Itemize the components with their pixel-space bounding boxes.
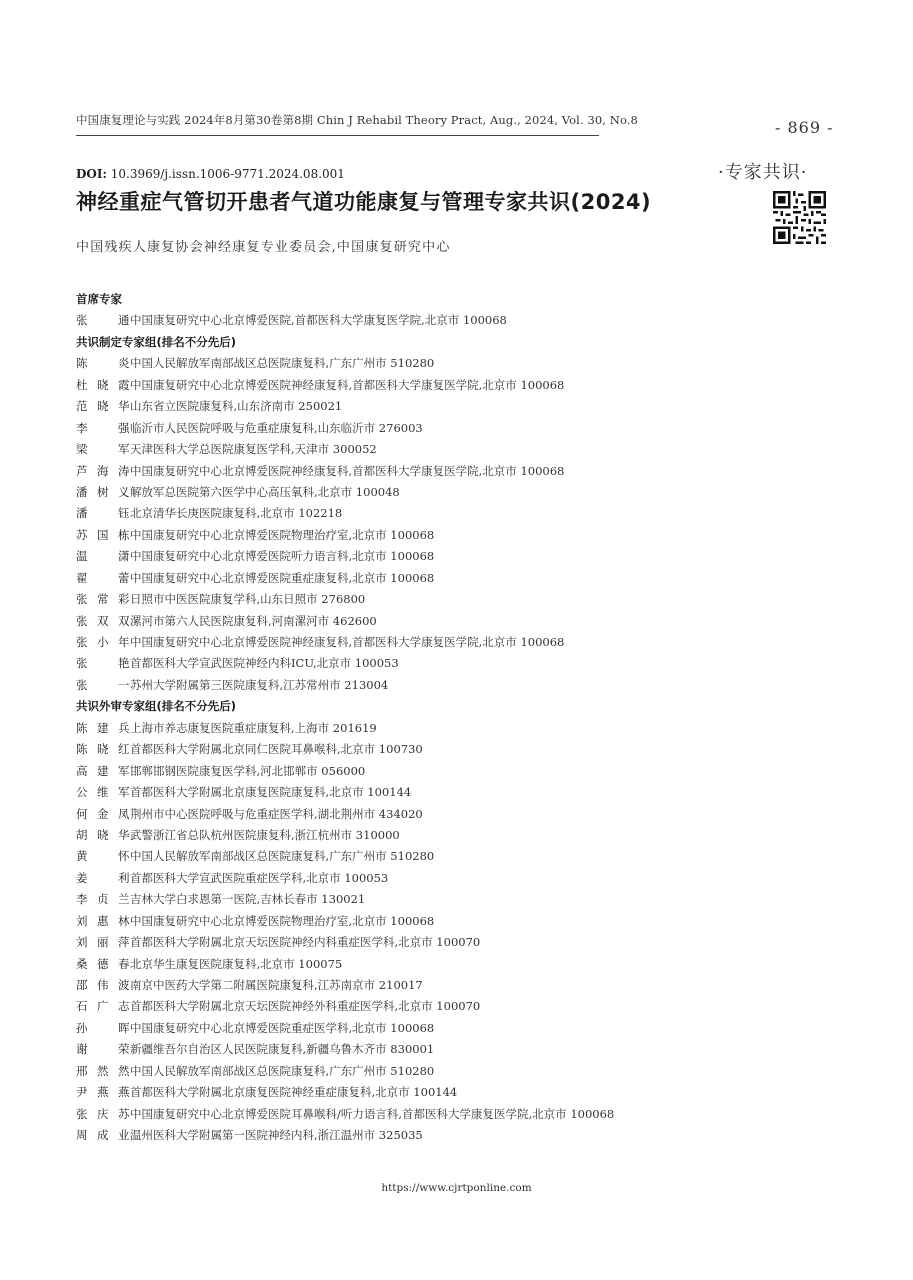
expert-name: 高建军 — [76, 763, 130, 778]
expert-row — [76, 954, 836, 975]
expert-affiliation: 中国康复研究中心北京博爱医院物理治疗室,北京市 100068 — [130, 913, 435, 928]
expert-affiliation: 临沂市人民医院呼吸与危重症康复科,山东临沂市 276003 — [130, 420, 423, 435]
doi-line — [76, 167, 345, 181]
expert-row — [76, 1061, 836, 1082]
expert-row — [76, 653, 836, 674]
expert-row — [76, 911, 836, 932]
section-tag: ·专家共识· — [718, 162, 808, 183]
expert-affiliation: 解放军总医院第六医学中心高压氧科,北京市 100048 — [130, 484, 400, 499]
doi-value[interactable]: 10.3969/j.issn.1006-9771.2024.08.001 — [110, 167, 345, 181]
expert-row — [76, 718, 836, 739]
expert-row — [76, 739, 836, 760]
expert-row — [76, 396, 836, 417]
expert-row — [76, 525, 836, 546]
expert-name: 周成业 — [76, 1128, 130, 1143]
expert-affiliation: 中国康复研究中心北京博爱医院,首都医科大学康复医学院,北京市 100068 — [130, 313, 507, 328]
expert-row — [76, 975, 836, 996]
expert-affiliation: 首都医科大学附属北京康复医院康复科,北京市 100144 — [130, 785, 412, 800]
expert-affiliation: 北京清华长庚医院康复科,北京市 102218 — [130, 506, 343, 521]
expert-row — [76, 1104, 836, 1125]
expert-affiliation: 吉林大学白求恩第一医院,吉林长春市 130021 — [130, 892, 366, 907]
expert-name: 翟 蕾 — [76, 570, 130, 585]
expert-name: 孙 晖 — [76, 1020, 130, 1035]
expert-name: 杜晓霞 — [76, 377, 130, 392]
expert-name: 芦海涛 — [76, 463, 130, 478]
expert-name: 张常彩 — [76, 592, 130, 607]
group-heading: 共识制定专家组(排名不分先后) — [76, 334, 237, 349]
expert-name: 梁 军 — [76, 442, 130, 457]
expert-name: 公维军 — [76, 785, 130, 800]
expert-row — [76, 418, 836, 439]
expert-affiliation: 中国人民解放军南部战区总医院康复科,广东广州市 510280 — [130, 356, 435, 371]
expert-row — [76, 846, 836, 867]
expert-row — [76, 632, 836, 653]
expert-name: 张小年 — [76, 635, 130, 649]
expert-affiliation: 新疆维吾尔自治区人民医院康复科,新疆乌鲁木齐市 830001 — [130, 1042, 435, 1057]
expert-name: 张双双 — [76, 613, 130, 628]
expert-affiliation: 南京中医药大学第二附属医院康复科,江苏南京市 210017 — [130, 978, 423, 992]
expert-affiliation: 苏州大学附属第三医院康复科,江苏常州市 213004 — [130, 677, 389, 692]
expert-row — [76, 375, 836, 396]
expert-row — [76, 353, 836, 374]
expert-affiliation: 首都医科大学附属北京同仁医院耳鼻喉科,北京市 100730 — [130, 742, 423, 757]
expert-affiliation: 中国康复研究中心北京博爱医院耳鼻喉科/听力语言科,首都医科大学康复医学院,北京市 100068 — [130, 1106, 615, 1121]
expert-row — [76, 996, 836, 1017]
expert-affiliation: 首都医科大学宣武医院神经内科ICU,北京市 100053 — [130, 656, 399, 671]
article-title: 神经重症气管切开患者气道功能康复与管理专家共识(2024) — [76, 190, 652, 214]
expert-affiliation: 天津医科大学总医院康复医学科,天津市 300052 — [130, 442, 377, 457]
expert-name: 温 潇 — [76, 549, 130, 564]
expert-affiliation: 中国康复研究中心北京博爱医院听力语言科,北京市 100068 — [130, 549, 435, 564]
expert-name: 张 艳 — [76, 656, 130, 671]
group-heading: 共识外审专家组(排名不分先后) — [76, 699, 237, 714]
expert-name: 苏国栋 — [76, 527, 130, 542]
expert-name: 李 强 — [76, 420, 130, 435]
expert-affiliation: 中国康复研究中心北京博爱医院神经康复科,首都医科大学康复医学院,北京市 100068 — [130, 635, 565, 649]
expert-row — [76, 546, 836, 567]
authors: 中国残疾人康复协会神经康复专业委员会,中国康复研究中心 — [76, 240, 451, 255]
expert-row — [76, 804, 836, 825]
expert-affiliation: 首都医科大学附属北京天坛医院神经外科重症医学科,北京市 100070 — [130, 999, 481, 1014]
expert-name: 黄 怀 — [76, 849, 130, 864]
expert-name: 陈晓红 — [76, 742, 130, 757]
expert-row — [76, 932, 836, 953]
expert-name: 张 通 — [76, 313, 130, 328]
expert-row — [76, 503, 836, 524]
expert-affiliation: 首都医科大学附属北京康复医院神经重症康复科,北京市 100144 — [130, 1085, 458, 1100]
expert-affiliation: 上海市养志康复医院重症康复科,上海市 201619 — [130, 720, 377, 735]
expert-name: 潘 钰 — [76, 506, 130, 521]
expert-row — [76, 1018, 836, 1039]
expert-name: 张 一 — [76, 677, 130, 692]
expert-affiliation: 山东省立医院康复科,山东济南市 250021 — [130, 399, 343, 414]
expert-name: 邢然然 — [76, 1063, 130, 1078]
expert-name: 姜 利 — [76, 870, 130, 885]
expert-row — [76, 761, 836, 782]
expert-row — [76, 675, 836, 696]
expert-name: 张庆苏 — [76, 1106, 130, 1121]
expert-affiliation: 温州医科大学附属第一医院神经内科,浙江温州市 325035 — [130, 1128, 423, 1143]
expert-row — [76, 589, 836, 610]
expert-affiliation: 中国康复研究中心北京博爱医院神经康复科,首都医科大学康复医学院,北京市 100068 — [130, 377, 565, 392]
expert-name: 邵伟波 — [76, 978, 130, 992]
expert-row — [76, 1039, 836, 1060]
expert-row — [76, 1082, 836, 1103]
expert-affiliation: 中国康复研究中心北京博爱医院重症医学科,北京市 100068 — [130, 1020, 435, 1035]
running-head: 中国康复理论与实践 2024年8月第30卷第8期 Chin J Rehabil Theory Pract, Aug., 2024, Vol. 30, No.8 — [76, 113, 638, 127]
expert-affiliation: 漯河市第六人民医院康复科,河南漯河市 462600 — [130, 613, 377, 628]
expert-name: 谢 荣 — [76, 1042, 130, 1057]
expert-affiliation: 中国康复研究中心北京博爱医院神经康复科,首都医科大学康复医学院,北京市 100068 — [130, 463, 565, 478]
expert-affiliation: 中国康复研究中心北京博爱医院重症康复科,北京市 100068 — [130, 570, 435, 585]
expert-row — [76, 868, 836, 889]
expert-name: 刘丽萍 — [76, 935, 130, 950]
expert-affiliation: 北京华生康复医院康复科,北京市 100075 — [130, 956, 343, 971]
expert-row — [76, 310, 836, 331]
expert-affiliation: 中国人民解放军南部战区总医院康复科,广东广州市 510280 — [130, 849, 435, 864]
expert-affiliation: 荆州市中心医院呼吸与危重症医学科,湖北荆州市 434020 — [130, 806, 423, 821]
expert-name: 桑德春 — [76, 956, 130, 971]
expert-affiliation: 武警浙江省总队杭州医院康复科,浙江杭州市 310000 — [130, 827, 400, 842]
doi-label: DOI: — [76, 167, 107, 181]
expert-affiliation: 邯郸邯钢医院康复医学科,河北邯郸市 056000 — [130, 763, 366, 778]
expert-name: 潘树义 — [76, 484, 130, 499]
expert-row — [76, 482, 836, 503]
page-number: - 869 - — [775, 118, 834, 137]
expert-name: 石广志 — [76, 999, 130, 1014]
expert-name: 陈 炎 — [76, 356, 130, 371]
expert-affiliation: 日照市中医医院康复学科,山东日照市 276800 — [130, 592, 366, 607]
journal-url-link[interactable]: https://www.cjrtponline.com — [381, 1182, 532, 1194]
expert-row — [76, 611, 836, 632]
expert-name: 尹燕燕 — [76, 1085, 130, 1100]
expert-row — [76, 889, 836, 910]
expert-row — [76, 439, 836, 460]
expert-affiliation: 中国人民解放军南部战区总医院康复科,广东广州市 510280 — [130, 1063, 435, 1078]
header-rule — [76, 135, 599, 136]
expert-row — [76, 1125, 836, 1146]
group-heading: 首席专家 — [76, 292, 122, 306]
expert-name: 刘惠林 — [76, 913, 130, 928]
expert-affiliation: 首都医科大学附属北京天坛医院神经内科重症医学科,北京市 100070 — [130, 935, 481, 950]
expert-affiliation: 中国康复研究中心北京博爱医院物理治疗室,北京市 100068 — [130, 527, 435, 542]
expert-name: 何金凤 — [76, 806, 130, 821]
expert-row — [76, 782, 836, 803]
expert-row — [76, 461, 836, 482]
expert-row — [76, 568, 836, 589]
expert-row — [76, 825, 836, 846]
expert-list — [76, 289, 836, 1147]
expert-name: 陈建兵 — [76, 720, 130, 735]
expert-name: 范晓华 — [76, 399, 130, 414]
qr-code-icon[interactable] — [773, 191, 826, 244]
expert-affiliation: 首都医科大学宣武医院重症医学科,北京市 100053 — [130, 870, 389, 885]
expert-name: 李贞兰 — [76, 892, 130, 907]
expert-name: 胡晓华 — [76, 827, 130, 842]
